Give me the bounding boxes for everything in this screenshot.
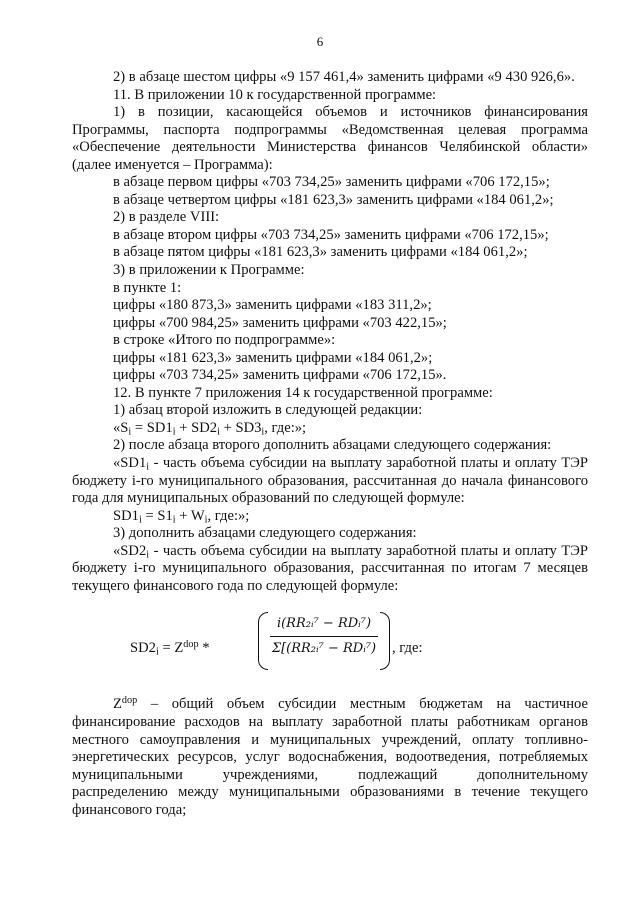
page-number: 6	[316, 34, 324, 49]
item-12-subitem-3: 3) дополнить абзацами следующего содержания:	[113, 525, 417, 542]
line-abzac-chetvertom: в абзаце четвертом цифры «181 623,3» заменить цифрами «184 061,2»;	[113, 191, 554, 208]
line-cifry-4: цифры «703 734,25» заменить цифрами «706 172,15».	[113, 367, 447, 384]
paragraph-sd1-definition: «$SD1_i$ - часть объема субсидии на выплату заработной платы и оплату ТЭР бюджету i-го муниципального образования, рассчитанная до начала финансового года для муниципальных образований по следующей формуле:	[72, 455, 588, 507]
zdop-text-3: распределению между муниципальными образованиями в течение текущего финансового года;	[72, 784, 588, 818]
fraction-numerator: i(RR₂ᵢ⁷ − RDᵢ⁷)	[270, 615, 378, 637]
line-abzac-shestom: 2) в абзаце шестом цифры «9 157 461,4» заменить цифрами «9 430 926,6».	[113, 69, 575, 85]
formula-sd1: $SD1_i = S1_i + W_i$, где:»;	[113, 507, 250, 526]
line-cifry-3: цифры «181 623,3» заменить цифрами «184 061,2»;	[113, 349, 433, 366]
item-12-subitem-1: 1) абзац второй изложить в следующей редакции:	[113, 402, 423, 419]
item-11-subitem-2: 2) в разделе VIII:	[113, 209, 220, 226]
item-12-heading: 12. В пункте 7 приложения 14 к государственной программе:	[113, 384, 493, 401]
line-punkt-1: в пункте 1:	[113, 279, 182, 296]
line-abzac-pyatom: в абзаце пятом цифры «181 623,3» заменить цифрами «184 061,2»;	[113, 244, 528, 261]
line-abzac-vtorom: в абзаце втором цифры «703 734,25» заменить цифрами «706 172,15»;	[113, 226, 549, 243]
line-cifry-2: цифры «700 984,25» заменить цифрами «703 422,15»;	[113, 314, 447, 331]
line-cifry-1: цифры «180 873,3» заменить цифрами «183 311,2»;	[113, 297, 432, 314]
formula-s-i: «$S_i = SD1_i + SD2_i + SD3_i$, где:»;	[113, 419, 307, 438]
line-itogo: в строке «Итого по подпрограмме»:	[113, 332, 336, 349]
zdop-text-2: муниципальными учреждениями, подлежащий дополнительному	[72, 766, 588, 783]
item-11-heading: 11. В приложении 10 к государственной программе:	[113, 86, 437, 103]
item-11-subitem-1: 1) в позиции, касающейся объемов и источников финансирования Программы, паспорта подпрограммы «Ведомственная целевая программа «Обеспечение деятельности Министерства финансов Челябинской области» (далее именуется – Программа):	[72, 104, 588, 173]
document-body	[72, 69, 588, 819]
line-abzac-pervom: в абзаце первом цифры «703 734,25» заменить цифрами «706 172,15»;	[113, 174, 550, 191]
paragraph-zdop-definition	[72, 696, 588, 819]
formula-sd2-lhs: $SD2_i = Z^{dop}$ *	[130, 639, 210, 658]
formula-sd2-tail: , где:	[392, 640, 423, 657]
item-12-subitem-2: 2) после абзаца второго дополнить абзацами следующего содержания:	[113, 437, 552, 454]
formula-sd2-fraction	[270, 615, 378, 658]
formula-sd2-fraction-group	[258, 612, 390, 670]
zdop-text-1: $Z^{dop}$ – общий объем субсидии местным бюджетам на частичное финансирование расходов на выплату заработной платы работникам органов местного самоуправления и муниципальных учреждений, оплату топливно-энергетических ресурсов, услуг водоснабжения, водоотведения, потребляемых	[72, 695, 588, 766]
right-parenthesis	[380, 612, 390, 670]
left-parenthesis	[258, 612, 268, 670]
paragraph-sd2-definition: «$SD2_i$ - часть объема субсидии на выплату заработной платы и оплату ТЭР бюджету i-го муниципального образования, рассчитанная по итогам 7 месяцев текущего финансового года по следующей формуле:	[72, 542, 588, 594]
fraction-denominator: Σ[(RR₂ᵢ⁷ − RDᵢ⁷)	[271, 641, 377, 657]
item-11-subitem-3: 3) в приложении к Программе:	[113, 262, 305, 279]
formula-sd2	[72, 604, 588, 680]
